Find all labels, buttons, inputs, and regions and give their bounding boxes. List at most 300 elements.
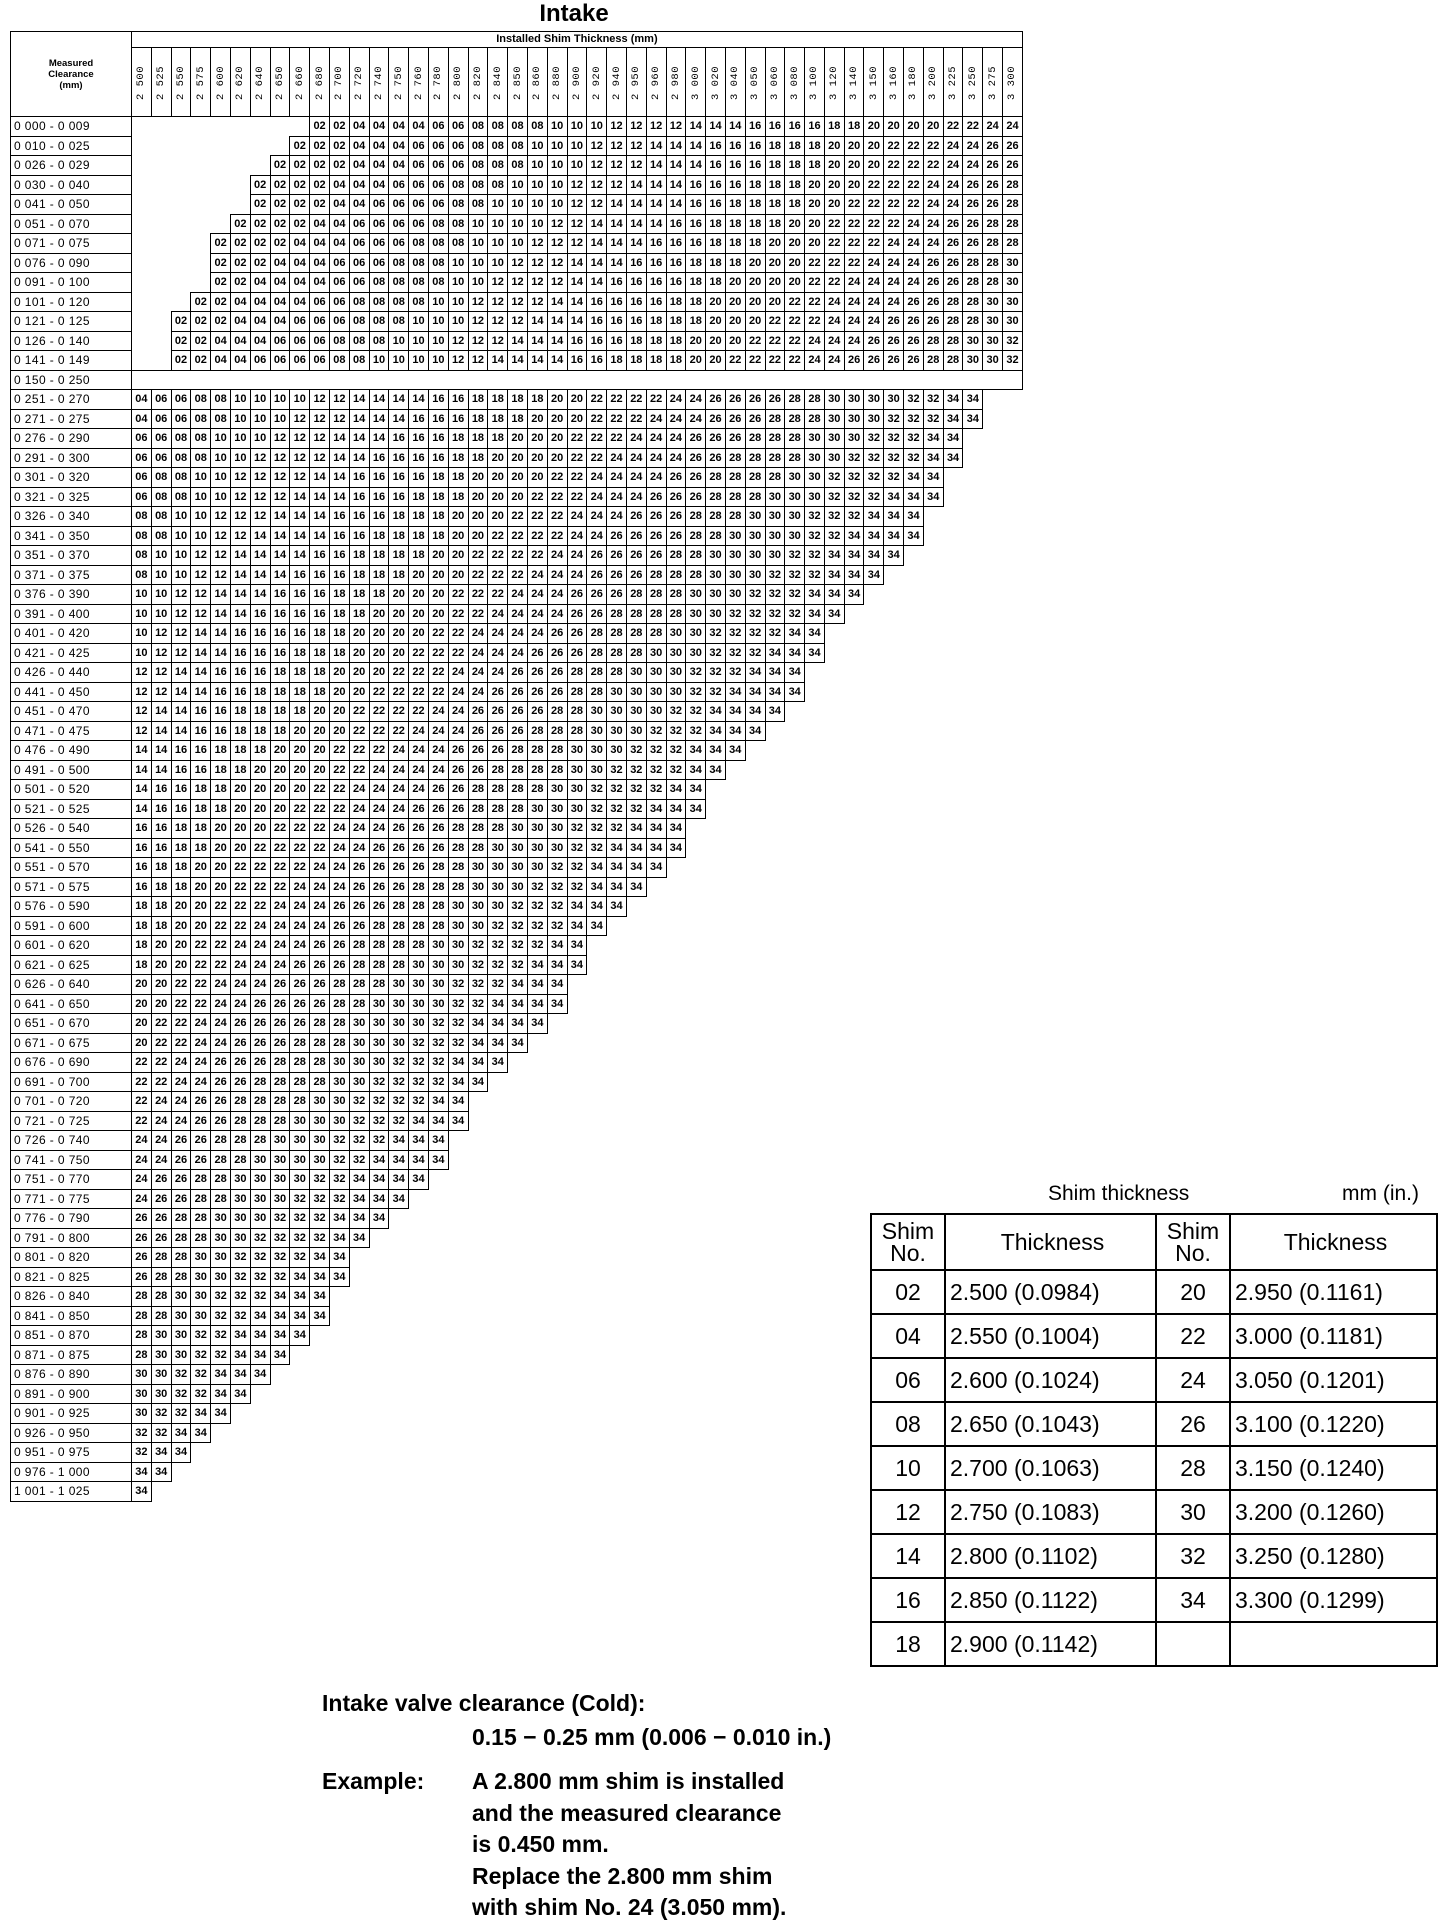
shim-number-cell: 22 [884,195,904,215]
empty-cell [745,1111,765,1131]
clearance-range: 0 441 - 0 450 [11,682,132,702]
shim-number-cell: 26 [132,1267,152,1287]
shim-number-cell: 12 [508,292,528,312]
shim-number-cell: 26 [389,838,409,858]
shim-column-label: 3 120 [828,65,841,100]
empty-cell [191,234,211,254]
empty-cell [290,1482,310,1502]
shim-number-cell: 08 [329,331,349,351]
empty-cell [666,1482,686,1502]
shim-number-cell: 20 [488,487,508,507]
shim-number-cell: 26 [211,1111,231,1131]
empty-cell [349,1384,369,1404]
shim-number-cell: 34 [844,526,864,546]
shim-number-cell: 24 [567,546,587,566]
shim-number-cell: 16 [290,565,310,585]
shim-number-cell: 16 [270,585,290,605]
shim-number-cell: 24 [983,117,1003,137]
shim-number-cell: 16 [409,429,429,449]
shim-number-cell: 14 [310,487,330,507]
empty-cell [983,565,1003,585]
shim-number-cell: 30 [725,526,745,546]
shim-number-cell: 18 [230,702,250,722]
shim-number-cell: 18 [725,195,745,215]
empty-cell [983,429,1003,449]
shim-number-cell: 26 [923,253,943,273]
shim-number-cell: 18 [706,214,726,234]
empty-cell [884,663,904,683]
shim-number-cell: 16 [270,624,290,644]
shim-number-cell: 24 [824,312,844,332]
shim-number-cell: 26 [547,624,567,644]
shim-number-cell: 26 [329,897,349,917]
shim-number-cell: 08 [369,312,389,332]
shim-number-cell: 14 [626,175,646,195]
shim-number-cell: 24 [409,721,429,741]
empty-cell [1003,1189,1023,1209]
empty-cell [884,838,904,858]
empty-cell [191,253,211,273]
shim-number-cell: 24 [488,624,508,644]
shim-number-cell: 20 [171,897,191,917]
empty-cell [983,897,1003,917]
shim-number-cell: 14 [686,117,706,137]
empty-cell [785,1092,805,1112]
shim-number-cell: 22 [805,253,825,273]
shim-number-cell: 28 [587,663,607,683]
shim-number-cell: 22 [270,858,290,878]
shim-number-cell: 12 [468,351,488,371]
empty-cell [706,897,726,917]
clearance-range: 0 026 - 0 029 [11,156,132,176]
empty-cell [626,1267,646,1287]
empty-cell [527,1111,547,1131]
shim-number-cell: 32 [1003,331,1023,351]
example-line: and the measured clearance [472,1799,782,1826]
shim-number-cell: 22 [824,273,844,293]
shim-number-cell: 26 [151,1170,171,1190]
empty-cell [725,1326,745,1346]
shim-number-cell: 30 [686,604,706,624]
shim-number-cell: 18 [409,546,429,566]
shim-number-cell: 22 [250,897,270,917]
empty-cell [785,1209,805,1229]
shim-number-cell: 34 [923,468,943,488]
shim-number-cell: 16 [706,175,726,195]
shim-number-cell: 30 [329,1072,349,1092]
shim-number-cell: 18 [290,663,310,683]
shim-number-cell: 16 [329,565,349,585]
empty-cell [706,916,726,936]
shim-number-cell: 32 [904,390,924,410]
shim-number-cell: 02 [290,214,310,234]
shim-number-cell: 32 [706,624,726,644]
empty-cell [745,1345,765,1365]
shim-number-cell: 18 [725,214,745,234]
empty-cell [824,1423,844,1443]
shim-number-cell: 30 [666,624,686,644]
table-row [11,1072,1023,1092]
shim-number-cell: 30 [290,1170,310,1190]
empty-cell [725,1306,745,1326]
empty-cell [666,916,686,936]
example-text [472,1766,786,1924]
empty-cell [983,936,1003,956]
empty-cell [310,1384,330,1404]
shim-number-cell: 08 [488,175,508,195]
shim-number-cell: 34 [686,799,706,819]
shim-number-cell: 14 [171,702,191,722]
shim-number-cell: 02 [310,156,330,176]
shim-number-cell: 20 [765,292,785,312]
shim-number-cell: 24 [171,1053,191,1073]
shim-number-cell: 06 [290,312,310,332]
shim-number-cell: 04 [230,312,250,332]
empty-cell [409,1248,429,1268]
shim-number-cell: 30 [151,1384,171,1404]
empty-cell [527,1209,547,1229]
shim-number-cell: 20 [547,429,567,449]
empty-cell [706,799,726,819]
example-label: Example: [322,1768,425,1794]
empty-cell [785,1443,805,1463]
shim-number-cell: 30 [310,1131,330,1151]
shim-number-cell: 32 [864,448,884,468]
shim-number-cell: 10 [488,253,508,273]
shim-number-cell: 08 [428,253,448,273]
empty-cell [389,1462,409,1482]
shim-column-header [171,48,191,117]
empty-cell [983,994,1003,1014]
empty-cell [706,819,726,839]
empty-cell [488,1306,508,1326]
shim-number-cell: 34 [270,1306,290,1326]
shim-number-cell: 24 [666,409,686,429]
empty-cell [923,780,943,800]
table-row [11,370,1023,390]
shim-number-cell: 14 [191,682,211,702]
empty-cell [666,1014,686,1034]
empty-cell [290,1443,310,1463]
shim-number-cell: 28 [607,624,627,644]
shim-number-cell: 32 [290,1248,310,1268]
empty-cell [943,487,963,507]
empty-cell [1003,799,1023,819]
shim-number-cell: 12 [290,448,310,468]
empty-cell [943,1014,963,1034]
shim-number-cell: 24 [864,273,884,293]
shim-number-cell: 24 [211,994,231,1014]
shim-number-cell: 26 [171,1150,191,1170]
shim-number-cell: 20 [765,273,785,293]
shim-column-label: 3 275 [986,65,999,100]
shim-number-cell: 24 [1003,117,1023,137]
empty-cell [706,858,726,878]
empty-cell [765,877,785,897]
shim-number-cell: 28 [626,604,646,624]
empty-cell [725,897,745,917]
shim-number-cell: 30 [468,877,488,897]
shim-number-cell: 28 [567,702,587,722]
shim-number-cell: 10 [448,312,468,332]
empty-cell [686,897,706,917]
shim-number-cell: 06 [369,234,389,254]
shim-number-cell: 32 [468,975,488,995]
empty-cell [171,136,191,156]
empty-cell [547,1053,567,1073]
shim-number-cell: 24 [428,721,448,741]
shim-number-cell: 28 [329,994,349,1014]
shim-number-cell: 26 [884,331,904,351]
shim-number-cell: 14 [191,624,211,644]
shim-number-cell: 10 [191,507,211,527]
shim-number-cell: 10 [508,195,528,215]
empty-cell [904,897,924,917]
shim-number-cell: 34 [290,1287,310,1307]
empty-cell [666,877,686,897]
empty-cell [963,624,983,644]
shim-number-cell: 32 [488,975,508,995]
shim-number-cell: 22 [310,780,330,800]
empty-cell [448,1248,468,1268]
empty-cell [211,1462,231,1482]
shim-number-cell: 16 [666,234,686,254]
shim-number-cell: 14 [626,195,646,215]
table-row [11,390,1023,410]
shim-number-cell: 14 [151,702,171,722]
shim-no: 20 [1156,1270,1230,1314]
shim-number-cell: 34 [864,526,884,546]
shim-number-cell: 24 [211,975,231,995]
shim-number-cell: 16 [666,273,686,293]
empty-cell [706,936,726,956]
shim-number-cell: 16 [706,156,726,176]
empty-cell [963,546,983,566]
shim-number-cell: 18 [329,604,349,624]
shim-number-cell: 32 [250,1267,270,1287]
shim-number-cell: 04 [389,136,409,156]
empty-cell [983,487,1003,507]
empty-cell [805,1384,825,1404]
shim-number-cell: 06 [409,136,429,156]
shim-number-cell: 24 [923,214,943,234]
shim-number-cell: 34 [508,975,528,995]
shim-number-cell: 12 [329,390,349,410]
shim-number-cell: 22 [923,156,943,176]
shim-number-cell: 32 [765,604,785,624]
shim-number-cell: 16 [725,175,745,195]
shim-number-cell: 32 [389,1072,409,1092]
shim-number-cell: 28 [230,1131,250,1151]
shim-number-cell: 24 [666,390,686,410]
shim-number-cell: 20 [706,331,726,351]
shim-number-cell: 24 [666,448,686,468]
empty-cell [844,1404,864,1424]
shim-column-header [923,48,943,117]
shim-number-cell: 10 [448,273,468,293]
shim-number-cell: 20 [725,273,745,293]
shim-number-cell: 32 [171,1384,191,1404]
empty-cell [904,760,924,780]
empty-cell [805,1404,825,1424]
empty-cell [468,1482,488,1502]
empty-cell [943,819,963,839]
shim-number-cell: 30 [745,565,765,585]
empty-cell [567,1306,587,1326]
shim-number-cell: 18 [151,877,171,897]
shim-number-cell: 16 [409,409,429,429]
shim-number-cell: 12 [488,292,508,312]
shim-number-cell: 32 [745,624,765,644]
shim-number-cell: 34 [448,1053,468,1073]
empty-cell [844,1462,864,1482]
empty-cell [686,1462,706,1482]
shim-number-cell: 24 [448,663,468,683]
empty-cell [824,936,844,956]
shim-number-cell: 28 [607,643,627,663]
shim-number-cell: 20 [250,780,270,800]
empty-cell [607,1189,627,1209]
shim-number-cell: 26 [488,741,508,761]
shim-number-cell: 08 [468,136,488,156]
empty-cell [607,916,627,936]
empty-cell [963,1072,983,1092]
shim-number-cell: 30 [270,1170,290,1190]
shim-number-cell: 28 [230,1111,250,1131]
shim-number-cell: 14 [508,351,528,371]
shim-column-label: 3 300 [1006,65,1019,100]
shim-number-cell: 32 [527,897,547,917]
shim-number-cell: 30 [527,819,547,839]
empty-cell [270,1462,290,1482]
shim-number-cell: 12 [488,273,508,293]
shim-number-cell: 22 [884,214,904,234]
shim-number-cell: 34 [488,1033,508,1053]
empty-cell [626,1014,646,1034]
empty-cell [468,1228,488,1248]
empty-cell [567,1326,587,1346]
empty-cell [745,1306,765,1326]
shim-number-cell: 30 [646,643,666,663]
shim-number-cell: 24 [409,741,429,761]
shim-number-cell: 28 [587,643,607,663]
shim-number-cell: 22 [409,663,429,683]
shim-number-cell: 28 [725,468,745,488]
clearance-range: 0 051 - 0 070 [11,214,132,234]
shim-number-cell: 26 [191,1111,211,1131]
shim-number-cell: 20 [132,1033,152,1053]
empty-cell [765,1365,785,1385]
shim-column-label: 2 980 [669,65,682,100]
empty-cell [765,780,785,800]
shim-number-cell: 20 [389,585,409,605]
empty-cell [1003,682,1023,702]
shim-number-cell: 26 [706,390,726,410]
empty-cell [963,604,983,624]
shim-number-cell: 22 [389,721,409,741]
shim-number-cell: 32 [389,1111,409,1131]
empty-cell [151,234,171,254]
shim-number-cell: 04 [230,292,250,312]
shim-number-cell: 06 [310,331,330,351]
shim-number-cell: 20 [547,390,567,410]
shim-number-cell: 12 [211,565,231,585]
empty-cell [864,741,884,761]
shim-number-cell: 26 [409,799,429,819]
empty-cell [686,1384,706,1404]
shim-number-cell: 18 [785,156,805,176]
shim-number-cell: 14 [329,487,349,507]
clearance-range: 0 041 - 0 050 [11,195,132,215]
shim-number-cell: 24 [389,741,409,761]
empty-cell [943,916,963,936]
empty-cell [1003,994,1023,1014]
clearance-range: 0 371 - 0 375 [11,565,132,585]
empty-cell [765,1092,785,1112]
empty-cell [587,1365,607,1385]
shim-number-cell: 24 [923,234,943,254]
empty-cell [1003,1072,1023,1092]
shim-number-cell: 24 [132,1189,152,1209]
shim-number-cell: 18 [468,390,488,410]
shim-number-cell: 32 [587,799,607,819]
empty-cell [844,955,864,975]
shim-number-cell: 18 [508,409,528,429]
shim-number-cell: 12 [191,604,211,624]
shim-number-cell: 34 [805,643,825,663]
shim-number-cell: 20 [389,624,409,644]
shim-number-cell: 28 [171,1248,191,1268]
empty-cell [567,994,587,1014]
shim-number-cell: 22 [765,331,785,351]
shim-number-cell: 14 [587,253,607,273]
shim-number-cell: 22 [191,994,211,1014]
table-row [11,448,1023,468]
shim-number-cell: 28 [132,1287,152,1307]
shim-number-cell: 08 [349,351,369,371]
empty-cell [1003,858,1023,878]
empty-cell [1003,468,1023,488]
empty-cell [805,877,825,897]
empty-cell [151,1482,171,1502]
empty-cell [785,1345,805,1365]
shim-number-cell: 30 [765,526,785,546]
clearance-range: 0 926 - 0 950 [11,1423,132,1443]
shim-number-cell: 16 [805,117,825,137]
shim-number-cell: 16 [725,136,745,156]
shim-number-cell: 12 [230,468,250,488]
empty-cell [646,1267,666,1287]
shim-number-cell: 28 [488,780,508,800]
shim-number-cell: 24 [349,799,369,819]
empty-cell [765,916,785,936]
empty-cell [250,1404,270,1424]
empty-cell [250,1462,270,1482]
clearance-range: 0 426 - 0 440 [11,663,132,683]
shim-number-cell: 34 [904,468,924,488]
shim-number-cell: 10 [547,195,567,215]
shim-number-cell: 18 [250,702,270,722]
shim-number-cell: 14 [686,156,706,176]
empty-cell [963,429,983,449]
shim-number-cell: 22 [488,565,508,585]
shim-number-cell: 34 [151,1443,171,1463]
shim-column-header [290,48,310,117]
empty-cell [1003,955,1023,975]
shim-number-cell: 12 [488,312,508,332]
empty-cell [547,1170,567,1190]
shim-number-cell: 22 [211,916,231,936]
